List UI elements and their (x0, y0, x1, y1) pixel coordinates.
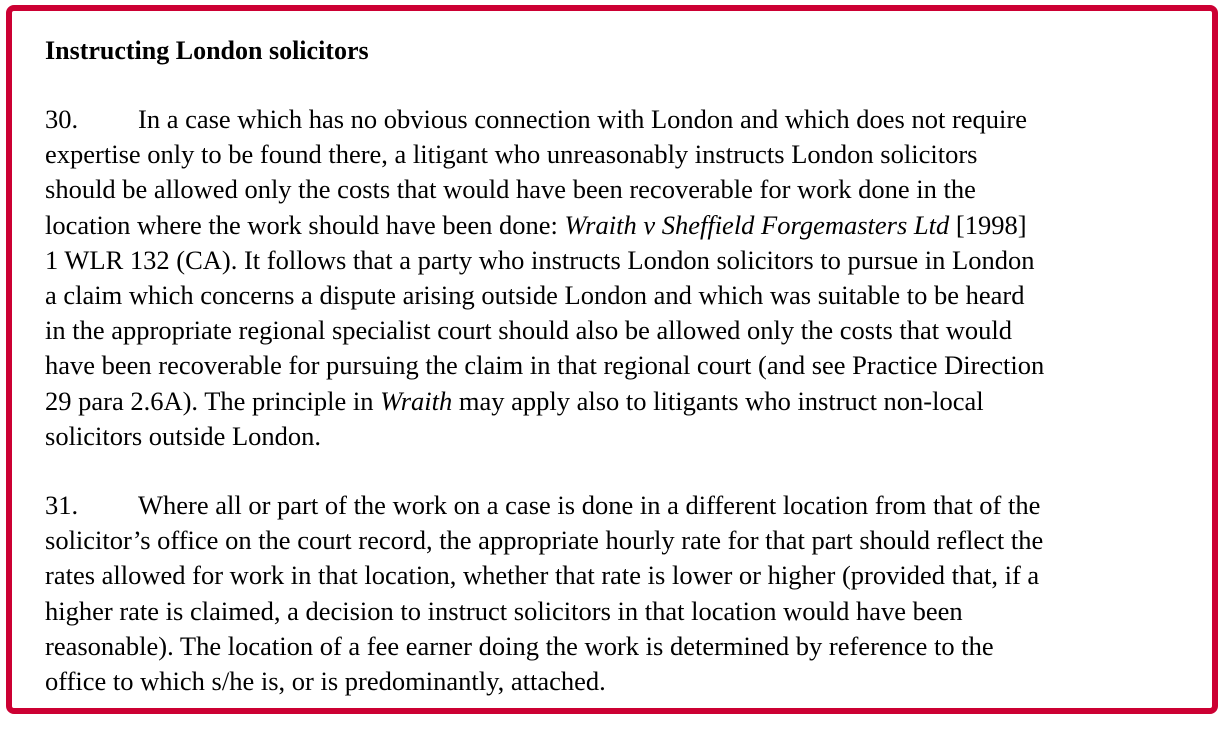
paragraph-31-line-2: solicitor’s office on the court record, the appropriate hourly rate for that part should reflect the (45, 525, 1044, 556)
paragraph-30-line-2: expertise only to be found there, a litigant who unreasonably instructs London solicitors (45, 139, 978, 170)
paragraph-30-line-7: in the appropriate regional specialist court should also be allowed only the costs that would (45, 315, 1013, 346)
paragraph-30-line-10: solicitors outside London. (45, 420, 322, 451)
paragraph-30-line-1: 30. In a case which has no obvious connection with London and which does not require (45, 102, 1205, 137)
paragraph-31-line-4: higher rate is claimed, a decision to instruct solicitors in that location would have been (45, 595, 963, 626)
paragraph-31-line-5: reasonable). The location of a fee earner doing the work is determined by reference to the (45, 630, 994, 661)
paragraph-30-line-4: location where the work should have been done: Wraith v Sheffield Forgemasters Ltd [1998] (45, 209, 1027, 240)
paragraph-31-line-3: rates allowed for work in that location, whether that rate is lower or higher (provided that, if a (45, 560, 1040, 591)
paragraph-31-line-6: office to which s/he is, or is predominantly, attached. (45, 666, 606, 697)
paragraph-30-line-9: 29 para 2.6A). The principle in Wraith may apply also to litigants who instruct non-local (45, 385, 984, 416)
case-citation: Wraith (380, 385, 453, 416)
case-citation: Wraith v Sheffield Forgemasters Ltd (564, 209, 950, 240)
paragraph-30-line-3: should be allowed only the costs that would have been recoverable for work done in the (45, 174, 976, 205)
document-frame (6, 5, 1218, 714)
paragraph-number: 31. (45, 490, 79, 521)
section-heading: Instructing London solicitors (45, 36, 369, 65)
paragraph-31 (45, 488, 1205, 699)
paragraph-30-line-5: 1 WLR 132 (CA). It follows that a party who instructs London solicitors to pursue in London (45, 244, 1035, 275)
paragraph-30-line-6: a claim which concerns a dispute arising outside London and which was suitable to be heard (45, 280, 1025, 311)
paragraph-number: 30. (45, 104, 79, 134)
document-body (45, 33, 1205, 733)
paragraph-30 (45, 102, 1205, 454)
paragraph-31-line-1: 31. Where all or part of the work on a case is done in a different location from that of the (45, 488, 1205, 523)
paragraph-30-line-8: have been recoverable for pursuing the claim in that regional court (and see Practice Direction (45, 350, 1045, 381)
